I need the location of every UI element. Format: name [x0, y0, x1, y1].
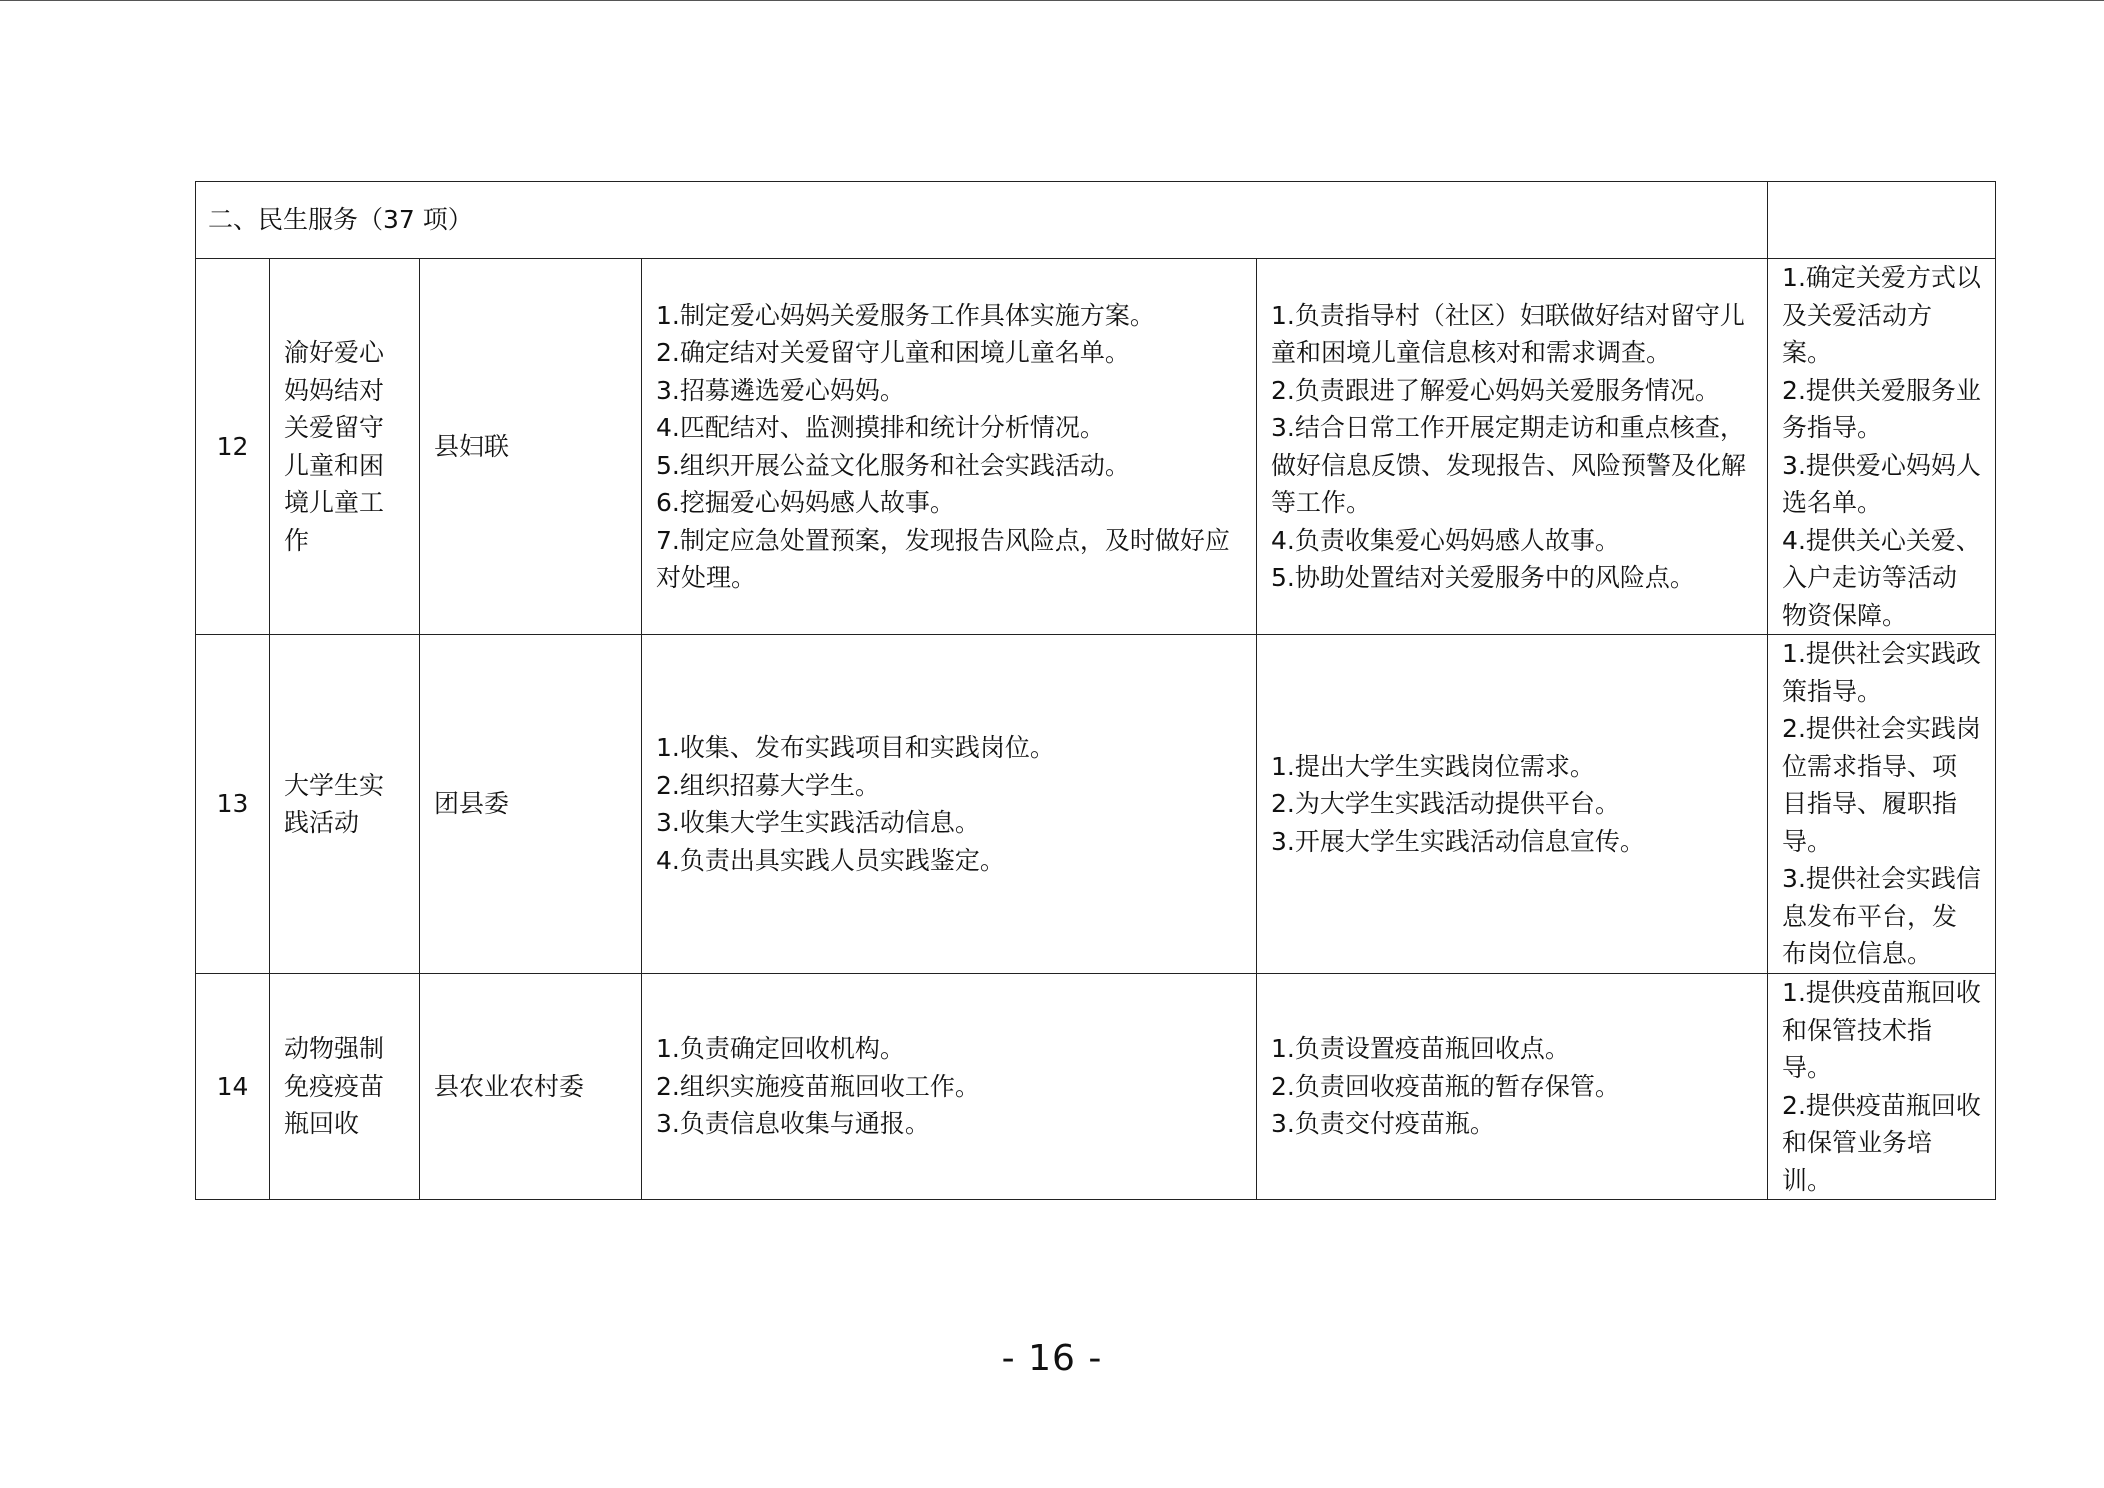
section-header-blank-cell: [1768, 182, 1996, 259]
support-line: 1.提供社会实践政策指导。: [1782, 639, 1981, 706]
support-line: 1.提供疫苗瓶回收和保管技术指导。: [1782, 978, 1981, 1082]
support-line: 3.提供社会实践信息发布平台，发布岗位信息。: [1782, 864, 1981, 969]
responsibility-table: [195, 181, 1996, 1200]
table-row: [196, 974, 1996, 1200]
responsible-department: 县农业农村委: [420, 974, 642, 1200]
duty-line: 3.结合日常工作开展定期走访和重点核查，做好信息反馈、发现报告、风险预警及化解等工作。: [1271, 413, 1747, 517]
duty-line: 7.制定应急处置预案，发现报告风险点，及时做好应对处理。: [656, 525, 1230, 592]
support-line: 2.提供关爱服务业务指导。: [1782, 375, 1981, 442]
top-border-line: [0, 0, 2104, 1]
item-name: 渝好爱心妈妈结对关爱留守儿童和困境儿童工作: [270, 259, 420, 635]
duty-line: 2.负责回收疫苗瓶的暂存保管。: [1271, 1071, 1620, 1101]
duty-line: 1.负责指导村（社区）妇联做好结对留守儿童和困境儿童信息核对和需求调查。: [1271, 300, 1745, 367]
support-cell: [1768, 259, 1996, 635]
section-header-row: [196, 182, 1996, 259]
duty-line: 3.负责信息收集与通报。: [656, 1109, 930, 1139]
row-number: 12: [196, 259, 270, 635]
duty-line: 6.挖掘爱心妈妈感人故事。: [656, 488, 955, 517]
duty-line: 4.匹配结对、监测摸排和统计分析情况。: [656, 413, 1105, 442]
duty-line: 5.协助处置结对关爱服务中的风险点。: [1271, 563, 1695, 592]
duty-line: 2.确定结对关爱留守儿童和困境儿童名单。: [656, 338, 1130, 367]
item-name: 动物强制免疫疫苗瓶回收: [270, 974, 420, 1200]
duty-line: 2.负责跟进了解爱心妈妈关爱服务情况。: [1271, 375, 1720, 405]
duty-line: 1.制定爱心妈妈关爱服务工作具体实施方案。: [656, 300, 1155, 330]
duty-line: 4.负责收集爱心妈妈感人故事。: [1271, 525, 1620, 555]
duty-line: 1.负责设置疫苗瓶回收点。: [1271, 1034, 1570, 1064]
duty-line: 3.招募遴选爱心妈妈。: [656, 375, 905, 405]
county-duties-cell: [642, 635, 1257, 974]
duty-line: 3.开展大学生实践活动信息宣传。: [1271, 826, 1645, 856]
duty-line: 2.为大学生实践活动提供平台。: [1271, 789, 1620, 819]
duty-line: 5.组织开展公益文化服务和社会实践活动。: [656, 450, 1130, 480]
support-line: 3.提供爱心妈妈人选名单。: [1782, 450, 1981, 517]
support-cell: [1768, 974, 1996, 1200]
support-line: 4.提供关心关爱、入户走访等活动物资保障。: [1782, 525, 1981, 630]
duty-line: 1.收集、发布实践项目和实践岗位。: [656, 733, 1055, 762]
duty-line: 4.负责出具实践人员实践鉴定。: [656, 845, 1005, 875]
row-number: 14: [196, 974, 270, 1200]
support-cell: [1768, 635, 1996, 974]
duty-line: 2.组织实施疫苗瓶回收工作。: [656, 1071, 980, 1101]
table-row: [196, 635, 1996, 974]
item-name: 大学生实践活动: [270, 635, 420, 974]
support-line: 1.确定关爱方式以及关爱活动方案。: [1782, 263, 1981, 367]
county-duties-cell: [642, 974, 1257, 1200]
county-duties-cell: [642, 259, 1257, 635]
town-duties-cell: [1257, 635, 1768, 974]
duty-line: 3.收集大学生实践活动信息。: [656, 808, 980, 837]
duty-line: 1.负责确定回收机构。: [656, 1034, 905, 1064]
section-title: 二、民生服务（37 项）: [196, 182, 1768, 259]
support-line: 2.提供疫苗瓶回收和保管业务培训。: [1782, 1090, 1981, 1195]
page-number: - 16 -: [1001, 1338, 1103, 1379]
town-duties-cell: [1257, 974, 1768, 1200]
row-number: 13: [196, 635, 270, 974]
support-line: 2.提供社会实践岗位需求指导、项目指导、履职指导。: [1782, 714, 1981, 856]
town-duties-cell: [1257, 259, 1768, 635]
responsible-department: 团县委: [420, 635, 642, 974]
duty-line: 2.组织招募大学生。: [656, 770, 880, 800]
duty-line: 3.负责交付疫苗瓶。: [1271, 1109, 1495, 1139]
responsible-department: 县妇联: [420, 259, 642, 635]
duty-line: 1.提出大学生实践岗位需求。: [1271, 751, 1595, 781]
table-row: [196, 259, 1996, 635]
